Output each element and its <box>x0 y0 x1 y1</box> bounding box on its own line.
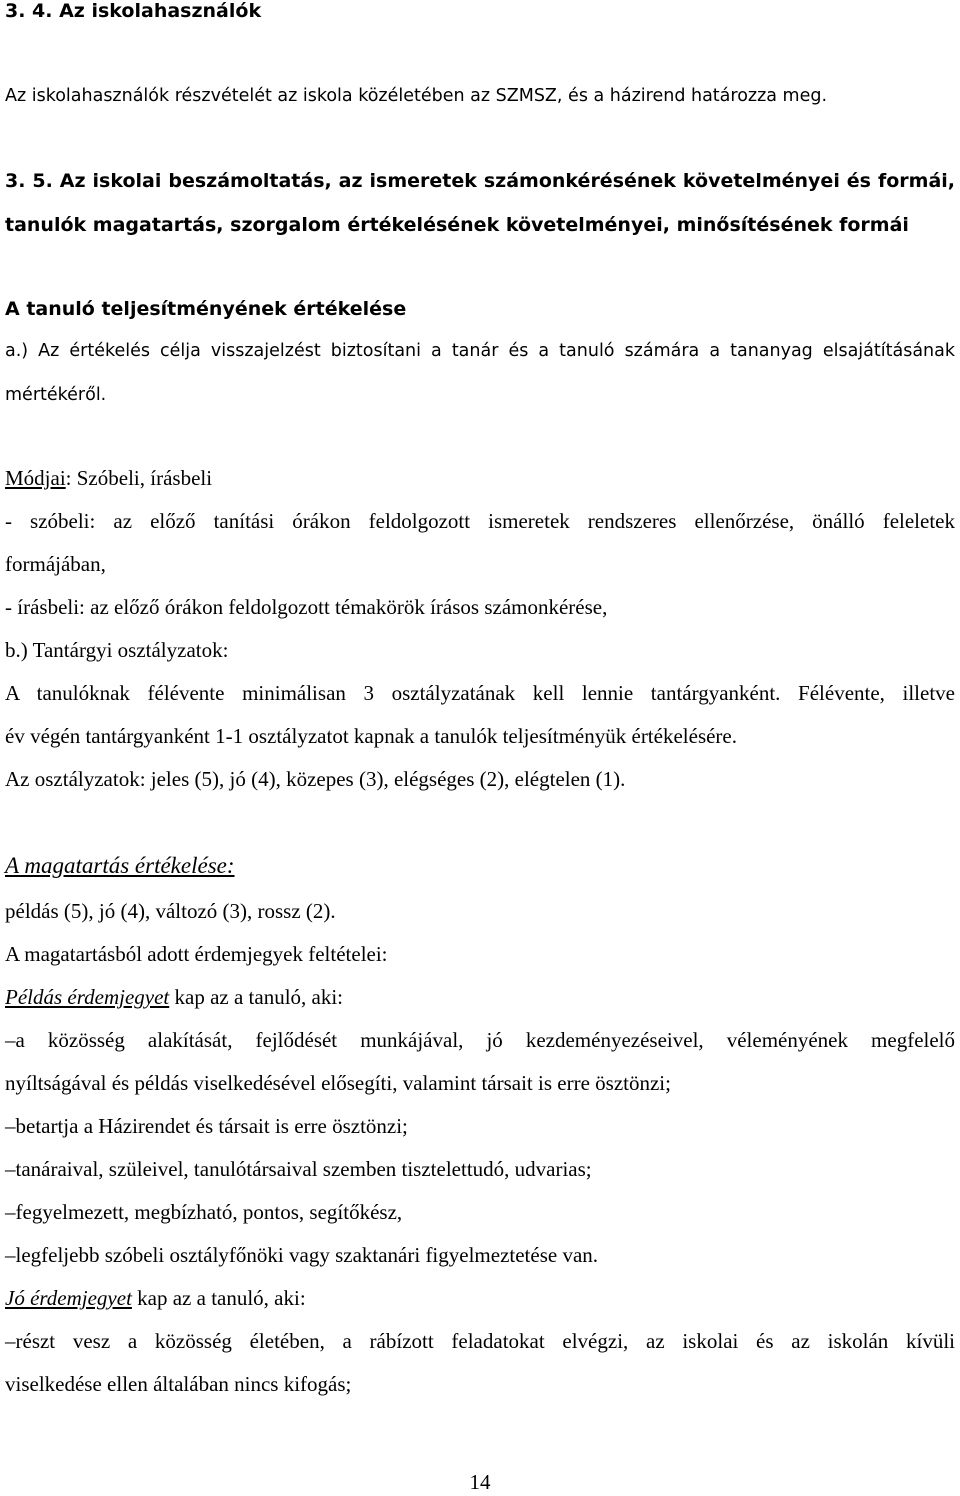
performance-a-line2: mértékéről. <box>5 385 107 405</box>
oral-line2: formájában, <box>5 552 106 576</box>
grades-line: Az osztályzatok: jeles (5), jó (4), közepes (3), elégséges (2), elégtelen (1). <box>5 767 626 791</box>
exemplary-item-2: –betartja a Házirendet és társait is erre ösztönzi; <box>5 1114 408 1138</box>
section-3-4-heading: 3. 4. Az iskolahasználók <box>5 0 262 22</box>
performance-heading: A tanuló teljesítményének értékelése <box>5 298 407 320</box>
methods-label: Módjai <box>5 466 66 490</box>
oral-line1: - szóbeli: az előző tanítási órákon feldolgozott ismeretek rendszeres ellenőrzése, önálló feleletek <box>5 509 955 533</box>
good-item-1-line1: –részt vesz a közösség életében, a rábízott feladatokat elvégzi, az iskolai és az iskolán kívüli <box>5 1329 955 1353</box>
b-line1: A tanulóknak félévente minimálisan 3 osztályzatának kell lennie tantárgyanként. Félévente, illetve <box>5 681 955 705</box>
b-line2: év végén tantárgyanként 1-1 osztályzatot kapnak a tanulók teljesítményük értékelésére. <box>5 724 737 748</box>
exemplary-item-3: –tanáraival, szüleivel, tanulótársaival szemben tisztelettudó, udvarias; <box>5 1157 592 1181</box>
section-3-5-heading-line1: 3. 5. Az iskolai beszámoltatás, az ismeretek számonkérésének követelményei és formái, <box>5 170 955 192</box>
good-item-1-line2: viselkedése ellen általában nincs kifogás; <box>5 1372 352 1396</box>
page-number: 14 <box>469 1470 491 1494</box>
exemplary-item-4: –fegyelmezett, megbízható, pontos, segítőkész, <box>5 1200 403 1224</box>
behavior-conditions: A magatartásból adott érdemjegyek feltételei: <box>5 942 388 966</box>
section-3-5-heading-line2: tanulók magatartás, szorgalom értékelésének követelményei, minősítésének formái <box>5 214 909 236</box>
methods-text: : Szóbeli, írásbeli <box>65 466 213 490</box>
written-line: - írásbeli: az előző órákon feldolgozott témakörök írásos számonkérése, <box>5 595 608 619</box>
good-suffix: kap az a tanuló, aki: <box>131 1286 306 1310</box>
performance-a-line1: a.) Az értékelés célja visszajelzést biztosítani a tanár és a tanuló számára a tananyag elsajátításának <box>5 341 955 361</box>
b-label: b.) Tantárgyi osztályzatok: <box>5 638 229 662</box>
exemplary-item-5: –legfeljebb szóbeli osztályfőnöki vagy szaktanári figyelmeztetése van. <box>5 1243 599 1267</box>
exemplary-label-underline <box>5 985 169 1009</box>
good-label-underline <box>5 1286 132 1310</box>
exemplary-item-1-line2: nyíltságával és példás viselkedésével elősegíti, valamint társait is erre ösztönzi; <box>5 1071 671 1095</box>
exemplary-item-1-line1: –a közösség alakítását, fejlődését munkájával, jó kezdeményezéseivel, véleményének megfelelő <box>5 1028 955 1052</box>
good-line <box>5 1286 306 1311</box>
exemplary-line <box>5 985 343 1010</box>
exemplary-suffix: kap az a tanuló, aki: <box>169 985 344 1009</box>
behavior-heading: A magatartás értékelése: <box>5 853 235 878</box>
section-3-4-text: Az iskolahasználók részvételét az iskola közéletében az SZMSZ, és a házirend határozza meg. <box>5 86 828 106</box>
behavior-scale: példás (5), jó (4), változó (3), rossz (2). <box>5 899 336 923</box>
exemplary-label: Példás érdemjegyet <box>5 985 170 1009</box>
good-label: Jó érdemjegyet <box>5 1286 132 1310</box>
methods-line <box>5 466 212 491</box>
